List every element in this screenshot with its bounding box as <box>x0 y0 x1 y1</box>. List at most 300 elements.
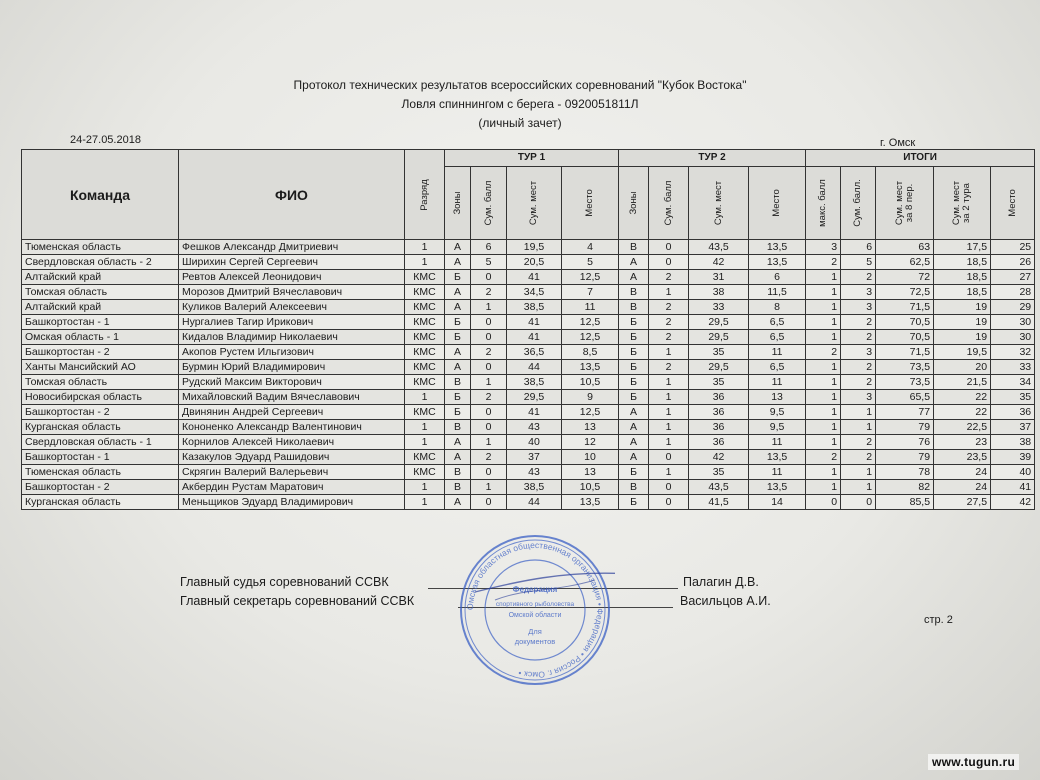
cell-t1-sumplace: 40 <box>507 435 562 450</box>
cell-total-score: 2 <box>841 450 876 465</box>
cell-rank: 1 <box>405 255 445 270</box>
secretary-name: Васильцов А.И. <box>680 594 771 608</box>
cell-t2-sumplace: 35 <box>689 345 749 360</box>
cell-name: Ревтов Алексей Леонидович <box>179 270 405 285</box>
cell-t1-place: 13,5 <box>562 360 619 375</box>
cell-t1-sumplace: 41 <box>507 330 562 345</box>
cell-sum-8: 63 <box>876 240 934 255</box>
cell-max-score: 3 <box>806 240 841 255</box>
table-row <box>22 315 1035 330</box>
header-t1-zone: Зоны <box>445 167 471 240</box>
cell-sum-8: 72 <box>876 270 934 285</box>
cell-rank: КМС <box>405 285 445 300</box>
cell-name: Нургалиев Тагир Ирикович <box>179 315 405 330</box>
cell-t2-zone: В <box>619 300 649 315</box>
cell-rank: 1 <box>405 420 445 435</box>
cell-sum-2: 20 <box>934 360 991 375</box>
cell-team: Ханты Мансийский АО <box>22 360 179 375</box>
table-row <box>22 300 1035 315</box>
cell-t1-sumplace: 44 <box>507 360 562 375</box>
cell-team: Томская область <box>22 375 179 390</box>
cell-t2-place: 11,5 <box>749 285 806 300</box>
table-row <box>22 270 1035 285</box>
cell-final-place: 25 <box>991 240 1035 255</box>
cell-t1-score: 1 <box>471 480 507 495</box>
cell-t1-sumplace: 29,5 <box>507 390 562 405</box>
cell-t1-place: 12,5 <box>562 270 619 285</box>
cell-t1-place: 12,5 <box>562 405 619 420</box>
cell-sum-2: 19,5 <box>934 345 991 360</box>
cell-total-score: 2 <box>841 435 876 450</box>
cell-rank: КМС <box>405 300 445 315</box>
cell-name: Акопов Рустем Ильгизович <box>179 345 405 360</box>
header-t1-sumplace: Сум. мест <box>507 167 562 240</box>
cell-t1-sumplace: 43 <box>507 420 562 435</box>
cell-name: Рудский Максим Викторович <box>179 375 405 390</box>
cell-t2-place: 13,5 <box>749 240 806 255</box>
cell-name: Куликов Валерий Алексеевич <box>179 300 405 315</box>
cell-t1-score: 0 <box>471 360 507 375</box>
cell-max-score: 1 <box>806 300 841 315</box>
cell-name: Меньщиков Эдуард Владимирович <box>179 495 405 510</box>
cell-t2-sumplace: 36 <box>689 420 749 435</box>
cell-t2-score: 0 <box>649 450 689 465</box>
cell-t1-place: 12 <box>562 435 619 450</box>
cell-team: Башкортостан - 2 <box>22 345 179 360</box>
cell-name: Акбердин Рустам Маратович <box>179 480 405 495</box>
cell-sum-8: 70,5 <box>876 330 934 345</box>
header-t1-place: Место <box>562 167 619 240</box>
cell-t1-zone: А <box>445 435 471 450</box>
cell-t2-zone: А <box>619 255 649 270</box>
svg-text:спортивного рыболовства: спортивного рыболовства <box>495 601 575 608</box>
page-number: стр. 2 <box>924 614 953 626</box>
cell-t1-place: 12,5 <box>562 315 619 330</box>
cell-final-place: 28 <box>991 285 1035 300</box>
cell-t2-sumplace: 29,5 <box>689 315 749 330</box>
cell-t1-zone: В <box>445 375 471 390</box>
cell-total-score: 3 <box>841 300 876 315</box>
cell-t2-sumplace: 43,5 <box>689 240 749 255</box>
standings-type: (личный зачет) <box>478 116 562 130</box>
header-rank: Разряд <box>405 150 445 240</box>
cell-t1-place: 7 <box>562 285 619 300</box>
cell-t1-zone: А <box>445 300 471 315</box>
cell-t1-place: 12,5 <box>562 330 619 345</box>
cell-sum-8: 73,5 <box>876 375 934 390</box>
cell-t1-zone: А <box>445 360 471 375</box>
cell-t2-score: 1 <box>649 435 689 450</box>
cell-rank: КМС <box>405 375 445 390</box>
cell-t2-score: 2 <box>649 300 689 315</box>
cell-total-score: 3 <box>841 345 876 360</box>
cell-t1-score: 6 <box>471 240 507 255</box>
cell-sum-8: 85,5 <box>876 495 934 510</box>
cell-t2-place: 6,5 <box>749 315 806 330</box>
header-t2-place: Место <box>749 167 806 240</box>
cell-t2-zone: А <box>619 435 649 450</box>
cell-t1-sumplace: 38,5 <box>507 375 562 390</box>
cell-t2-sumplace: 33 <box>689 300 749 315</box>
cell-max-score: 1 <box>806 270 841 285</box>
cell-sum-8: 77 <box>876 405 934 420</box>
table-row <box>22 390 1035 405</box>
cell-final-place: 38 <box>991 435 1035 450</box>
table-row <box>22 360 1035 375</box>
cell-name: Фешков Александр Дмитриевич <box>179 240 405 255</box>
cell-max-score: 1 <box>806 375 841 390</box>
table-row <box>22 255 1035 270</box>
cell-total-score: 2 <box>841 375 876 390</box>
cell-sum-8: 79 <box>876 420 934 435</box>
cell-sum-2: 22 <box>934 405 991 420</box>
cell-sum-8: 65,5 <box>876 390 934 405</box>
cell-final-place: 33 <box>991 360 1035 375</box>
cell-rank: КМС <box>405 465 445 480</box>
cell-t2-sumplace: 35 <box>689 465 749 480</box>
official-stamp <box>455 530 615 690</box>
cell-max-score: 1 <box>806 330 841 345</box>
header-totals: ИТОГИ <box>806 150 1035 167</box>
cell-name: Корнилов Алексей Николаевич <box>179 435 405 450</box>
cell-sum-8: 82 <box>876 480 934 495</box>
header-tot-max: макс. балл <box>806 167 841 240</box>
cell-rank: КМС <box>405 450 445 465</box>
cell-t2-sumplace: 31 <box>689 270 749 285</box>
cell-t2-zone: А <box>619 450 649 465</box>
cell-t2-place: 13,5 <box>749 480 806 495</box>
svg-text:документов: документов <box>514 637 556 646</box>
cell-total-score: 1 <box>841 465 876 480</box>
cell-t1-place: 13 <box>562 420 619 435</box>
cell-rank: 1 <box>405 240 445 255</box>
cell-t1-sumplace: 20,5 <box>507 255 562 270</box>
table-row <box>22 495 1035 510</box>
table-row <box>22 345 1035 360</box>
cell-t2-zone: Б <box>619 360 649 375</box>
cell-name: Морозов Дмитрий Вячеславович <box>179 285 405 300</box>
judge-label: Главный судья соревнований ССВК <box>180 575 389 589</box>
svg-text:Омской области: Омской области <box>508 612 562 619</box>
cell-t2-zone: Б <box>619 390 649 405</box>
cell-total-score: 2 <box>841 360 876 375</box>
cell-t2-zone: А <box>619 405 649 420</box>
header-tour1: ТУР 1 <box>445 150 619 167</box>
table-row <box>22 405 1035 420</box>
cell-rank: 1 <box>405 495 445 510</box>
cell-final-place: 41 <box>991 480 1035 495</box>
header-tot-sum8: Сум. мест за 8 пер. <box>876 167 934 240</box>
header-tot-score: Сум. балл. <box>841 167 876 240</box>
cell-t2-sumplace: 43,5 <box>689 480 749 495</box>
cell-final-place: 27 <box>991 270 1035 285</box>
cell-team: Омская область - 1 <box>22 330 179 345</box>
header-tot-place: Место <box>991 167 1035 240</box>
cell-final-place: 40 <box>991 465 1035 480</box>
cell-t2-score: 1 <box>649 285 689 300</box>
results-table <box>21 149 1035 510</box>
cell-team: Курганская область <box>22 495 179 510</box>
cell-t2-zone: Б <box>619 465 649 480</box>
cell-sum-2: 17,5 <box>934 240 991 255</box>
cell-sum-8: 71,5 <box>876 345 934 360</box>
cell-name: Казакулов Эдуард Рашидович <box>179 450 405 465</box>
cell-t1-sumplace: 43 <box>507 465 562 480</box>
cell-max-score: 1 <box>806 480 841 495</box>
protocol-title: Протокол технических результатов всероссийских соревнований "Кубок Востока" <box>293 78 747 92</box>
cell-sum-2: 24 <box>934 465 991 480</box>
cell-t2-zone: Б <box>619 375 649 390</box>
cell-t1-zone: А <box>445 345 471 360</box>
cell-t1-score: 5 <box>471 255 507 270</box>
cell-final-place: 29 <box>991 300 1035 315</box>
cell-sum-2: 24 <box>934 480 991 495</box>
cell-t1-score: 0 <box>471 330 507 345</box>
cell-sum-2: 27,5 <box>934 495 991 510</box>
cell-t1-place: 10 <box>562 450 619 465</box>
svg-text:Для: Для <box>528 627 542 636</box>
cell-t2-score: 2 <box>649 315 689 330</box>
cell-t2-zone: В <box>619 480 649 495</box>
cell-t2-score: 2 <box>649 270 689 285</box>
cell-max-score: 0 <box>806 495 841 510</box>
cell-t1-sumplace: 34,5 <box>507 285 562 300</box>
cell-t1-score: 0 <box>471 465 507 480</box>
cell-rank: КМС <box>405 360 445 375</box>
cell-sum-2: 22 <box>934 390 991 405</box>
cell-t2-place: 13,5 <box>749 255 806 270</box>
header-t2-score: Сум. балл <box>649 167 689 240</box>
cell-t2-zone: В <box>619 240 649 255</box>
cell-t1-score: 0 <box>471 405 507 420</box>
cell-total-score: 1 <box>841 420 876 435</box>
cell-t1-zone: А <box>445 450 471 465</box>
cell-t1-score: 2 <box>471 390 507 405</box>
judge-name: Палагин Д.В. <box>683 575 759 589</box>
cell-t1-score: 2 <box>471 285 507 300</box>
cell-total-score: 5 <box>841 255 876 270</box>
cell-t2-place: 13,5 <box>749 450 806 465</box>
cell-t2-sumplace: 29,5 <box>689 360 749 375</box>
cell-final-place: 42 <box>991 495 1035 510</box>
cell-team: Курганская область <box>22 420 179 435</box>
cell-rank: 1 <box>405 480 445 495</box>
cell-t2-score: 2 <box>649 330 689 345</box>
cell-t2-place: 6 <box>749 270 806 285</box>
cell-t2-place: 9,5 <box>749 420 806 435</box>
cell-final-place: 34 <box>991 375 1035 390</box>
cell-t1-score: 1 <box>471 300 507 315</box>
table-row <box>22 480 1035 495</box>
cell-t2-place: 8 <box>749 300 806 315</box>
cell-max-score: 2 <box>806 345 841 360</box>
cell-final-place: 39 <box>991 450 1035 465</box>
cell-total-score: 6 <box>841 240 876 255</box>
cell-t1-sumplace: 41 <box>507 270 562 285</box>
cell-t2-zone: А <box>619 420 649 435</box>
cell-t1-score: 1 <box>471 435 507 450</box>
cell-team: Тюменская область <box>22 240 179 255</box>
cell-t1-score: 0 <box>471 315 507 330</box>
cell-rank: КМС <box>405 345 445 360</box>
cell-t2-score: 0 <box>649 255 689 270</box>
table-row <box>22 285 1035 300</box>
cell-total-score: 1 <box>841 405 876 420</box>
cell-max-score: 1 <box>806 405 841 420</box>
cell-team: Башкортостан - 1 <box>22 315 179 330</box>
cell-max-score: 1 <box>806 360 841 375</box>
cell-sum-2: 19 <box>934 300 991 315</box>
cell-final-place: 35 <box>991 390 1035 405</box>
cell-t2-zone: А <box>619 270 649 285</box>
cell-t1-zone: А <box>445 495 471 510</box>
cell-sum-2: 18,5 <box>934 285 991 300</box>
cell-t2-sumplace: 29,5 <box>689 330 749 345</box>
cell-name: Кидалов Владимир Николаевич <box>179 330 405 345</box>
cell-t1-place: 13,5 <box>562 495 619 510</box>
header-t2-zone: Зоны <box>619 167 649 240</box>
cell-sum-2: 18,5 <box>934 270 991 285</box>
cell-rank: КМС <box>405 405 445 420</box>
svg-text:Федерация: Федерация <box>512 585 558 594</box>
cell-t1-sumplace: 41 <box>507 315 562 330</box>
cell-t2-sumplace: 42 <box>689 450 749 465</box>
cell-t1-sumplace: 19,5 <box>507 240 562 255</box>
cell-sum-2: 19 <box>934 330 991 345</box>
table-row <box>22 465 1035 480</box>
cell-team: Свердловская область - 2 <box>22 255 179 270</box>
cell-t1-sumplace: 38,5 <box>507 480 562 495</box>
cell-t2-place: 11 <box>749 435 806 450</box>
cell-t2-sumplace: 36 <box>689 390 749 405</box>
cell-t1-sumplace: 41 <box>507 405 562 420</box>
cell-name: Ширихин Сергей Сергеевич <box>179 255 405 270</box>
cell-final-place: 30 <box>991 315 1035 330</box>
cell-t2-zone: Б <box>619 315 649 330</box>
cell-name: Кононенко Александр Валентинович <box>179 420 405 435</box>
cell-t1-place: 10,5 <box>562 480 619 495</box>
secretary-label: Главный секретарь соревнований ССВК <box>180 594 415 608</box>
cell-t2-place: 6,5 <box>749 360 806 375</box>
cell-sum-2: 18,5 <box>934 255 991 270</box>
cell-team: Новосибирская область <box>22 390 179 405</box>
discipline-title: Ловля спиннингом с берега - 0920051811Л <box>401 97 639 111</box>
cell-t1-score: 1 <box>471 375 507 390</box>
cell-max-score: 1 <box>806 285 841 300</box>
cell-t1-sumplace: 44 <box>507 495 562 510</box>
cell-t2-zone: Б <box>619 495 649 510</box>
cell-sum-2: 23 <box>934 435 991 450</box>
cell-t1-score: 0 <box>471 420 507 435</box>
site-watermark: www.tugun.ru <box>928 754 1019 770</box>
cell-t1-zone: Б <box>445 330 471 345</box>
cell-t2-place: 13 <box>749 390 806 405</box>
cell-t1-zone: А <box>445 240 471 255</box>
table-row <box>22 435 1035 450</box>
cell-name: Михайловский Вадим Вячеславович <box>179 390 405 405</box>
cell-t2-place: 14 <box>749 495 806 510</box>
cell-t2-sumplace: 41,5 <box>689 495 749 510</box>
table-row <box>22 420 1035 435</box>
cell-final-place: 37 <box>991 420 1035 435</box>
cell-team: Томская область <box>22 285 179 300</box>
cell-t1-score: 2 <box>471 450 507 465</box>
cell-team: Свердловская область - 1 <box>22 435 179 450</box>
cell-sum-2: 23,5 <box>934 450 991 465</box>
cell-team: Алтайский край <box>22 300 179 315</box>
cell-max-score: 1 <box>806 420 841 435</box>
cell-t1-sumplace: 38,5 <box>507 300 562 315</box>
cell-rank: 1 <box>405 435 445 450</box>
cell-max-score: 1 <box>806 390 841 405</box>
cell-t2-score: 1 <box>649 345 689 360</box>
cell-t2-place: 11 <box>749 375 806 390</box>
header-t2-sumplace: Сум. мест <box>689 167 749 240</box>
cell-total-score: 2 <box>841 315 876 330</box>
table-row <box>22 375 1035 390</box>
cell-t2-zone: Б <box>619 345 649 360</box>
header-tot-sum2: Сум. мест за 2 тура <box>934 167 991 240</box>
cell-final-place: 32 <box>991 345 1035 360</box>
cell-total-score: 3 <box>841 285 876 300</box>
cell-t1-score: 0 <box>471 270 507 285</box>
cell-final-place: 26 <box>991 255 1035 270</box>
cell-t2-place: 6,5 <box>749 330 806 345</box>
cell-team: Тюменская область <box>22 465 179 480</box>
cell-t2-score: 0 <box>649 495 689 510</box>
cell-t2-place: 9,5 <box>749 405 806 420</box>
cell-t1-place: 5 <box>562 255 619 270</box>
cell-t2-score: 1 <box>649 405 689 420</box>
cell-team: Башкортостан - 2 <box>22 480 179 495</box>
cell-t2-score: 2 <box>649 360 689 375</box>
cell-team: Башкортостан - 1 <box>22 450 179 465</box>
cell-t2-score: 1 <box>649 390 689 405</box>
cell-t2-score: 1 <box>649 420 689 435</box>
cell-t1-score: 2 <box>471 345 507 360</box>
cell-t1-place: 8,5 <box>562 345 619 360</box>
cell-team: Башкортостан - 2 <box>22 405 179 420</box>
cell-t2-sumplace: 36 <box>689 435 749 450</box>
cell-t2-zone: В <box>619 285 649 300</box>
cell-sum-8: 70,5 <box>876 315 934 330</box>
cell-total-score: 2 <box>841 270 876 285</box>
cell-rank: КМС <box>405 330 445 345</box>
header-t1-score: Сум. балл <box>471 167 507 240</box>
cell-sum-8: 76 <box>876 435 934 450</box>
cell-total-score: 2 <box>841 330 876 345</box>
cell-final-place: 30 <box>991 330 1035 345</box>
table-row <box>22 330 1035 345</box>
cell-sum-2: 22,5 <box>934 420 991 435</box>
cell-t1-zone: Б <box>445 315 471 330</box>
cell-t1-zone: В <box>445 465 471 480</box>
cell-t1-zone: Б <box>445 390 471 405</box>
cell-total-score: 3 <box>841 390 876 405</box>
cell-rank: КМС <box>405 270 445 285</box>
cell-t2-sumplace: 35 <box>689 375 749 390</box>
cell-final-place: 36 <box>991 405 1035 420</box>
event-city: г. Омск <box>880 137 916 149</box>
table-row <box>22 240 1035 255</box>
cell-rank: КМС <box>405 315 445 330</box>
cell-t2-sumplace: 42 <box>689 255 749 270</box>
cell-t2-zone: Б <box>619 330 649 345</box>
cell-name: Скрягин Валерий Валерьевич <box>179 465 405 480</box>
cell-max-score: 2 <box>806 450 841 465</box>
cell-sum-2: 21,5 <box>934 375 991 390</box>
table-row <box>22 450 1035 465</box>
